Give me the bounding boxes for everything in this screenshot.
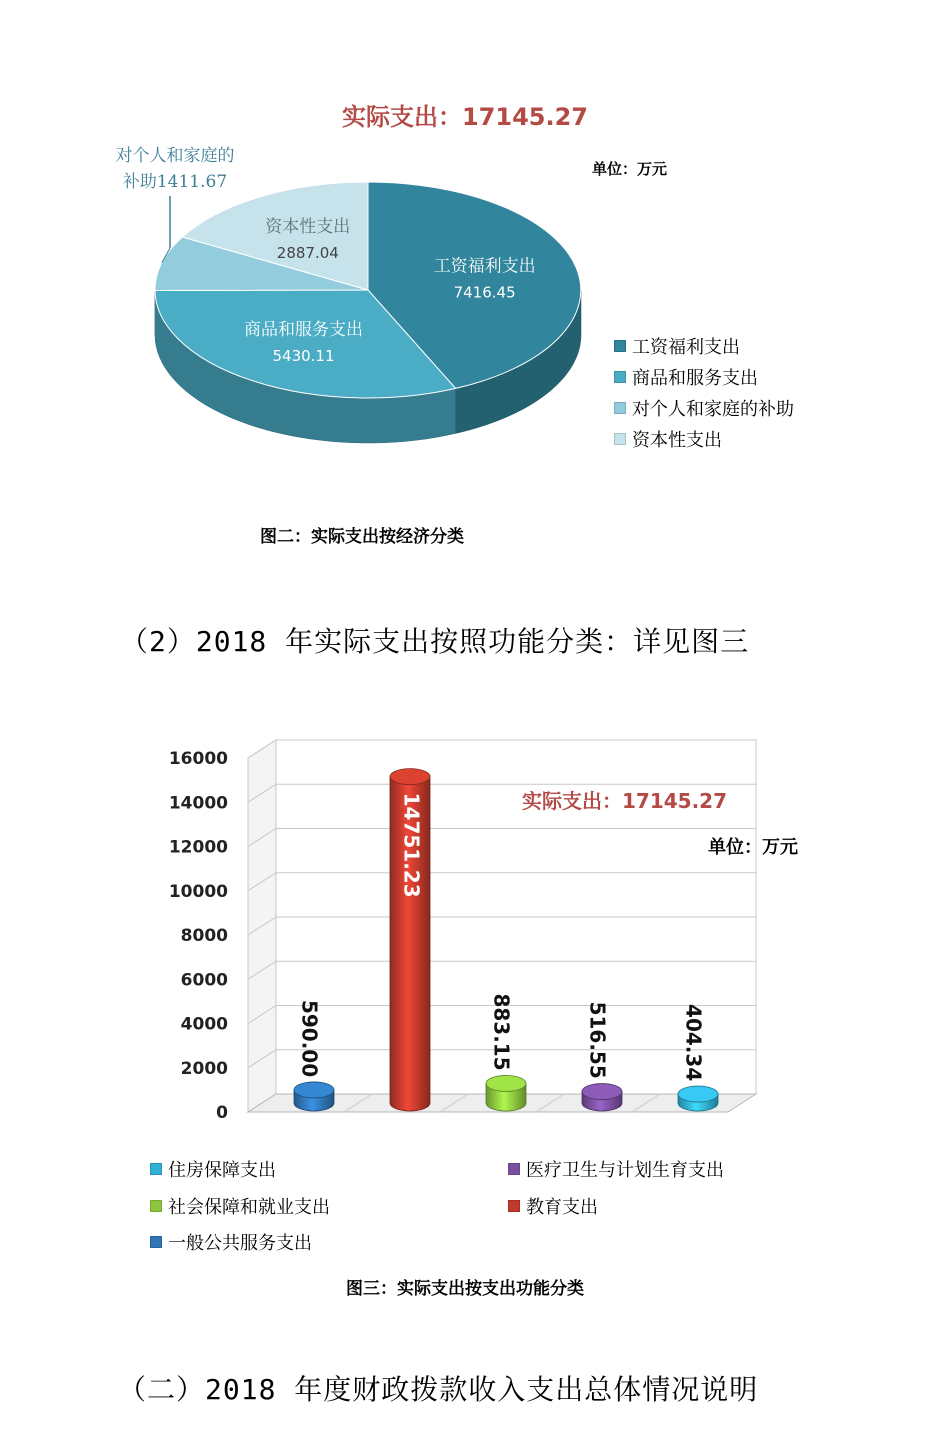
pie-legend-swatch (614, 433, 626, 445)
figure3-title: 实际支出：17145.27 (522, 789, 728, 813)
bar-legend-label: 医疗卫生与计划生育支出 (526, 1160, 724, 1181)
bar-top-2 (486, 1075, 526, 1091)
bar-legend-swatch (150, 1200, 162, 1212)
bar-top-1 (390, 769, 430, 785)
pie-slice-value-label: 7416.45 (453, 283, 516, 302)
pie-slice-name-label: 商品和服务支出 (244, 319, 363, 340)
bar-legend-label: 一般公共服务支出 (168, 1233, 312, 1254)
bar-legend-label: 住房保障支出 (168, 1160, 276, 1181)
pie-callout (90, 143, 260, 195)
bar-value-label: 14751.23 (399, 792, 424, 898)
bar-ytick-label: 0 (216, 1103, 228, 1123)
bar-ytick-label: 16000 (168, 749, 228, 769)
figure2-caption: 图二：实际支出按经济分类 (260, 527, 464, 547)
bar-ytick-label: 6000 (180, 970, 228, 991)
pie-legend-item-wages (614, 333, 740, 359)
pie-legend-label: 商品和服务支出 (632, 368, 758, 389)
bar-legend-swatch (150, 1163, 162, 1175)
bar-legend-item-health (508, 1156, 724, 1182)
pie-callout-line2: 补助1411.67 (122, 172, 228, 192)
bar-top-3 (582, 1084, 622, 1100)
pie-chart (0, 0, 930, 500)
pie-legend-item-goods (614, 364, 758, 390)
bar-value-label: 516.55 (585, 1001, 610, 1079)
pie-slice-name-label: 资本性支出 (265, 216, 351, 237)
bar-value-label: 590.00 (297, 999, 322, 1078)
figure3-caption: 图三：实际支出按支出功能分类 (346, 1279, 584, 1299)
pie-slice-value-label: 5430.11 (272, 346, 335, 365)
bar-legend-item-education (508, 1193, 598, 1219)
bar-ytick-label: 10000 (168, 881, 228, 902)
bar-ytick-label: 4000 (180, 1014, 228, 1035)
bar-top-0 (294, 1082, 334, 1098)
pie-legend-label: 对个人和家庭的补助 (632, 399, 794, 420)
pie-legend-item-capital (614, 426, 722, 452)
figure2-unit: 单位：万元 (592, 160, 668, 178)
figure2-title: 实际支出：17145.27 (341, 103, 588, 131)
pie-slice-value-label: 2887.04 (276, 243, 339, 262)
bar-ytick-label: 2000 (180, 1058, 228, 1079)
pie-legend-swatch (614, 402, 626, 414)
bar-ytick-label: 12000 (168, 837, 228, 858)
figure3-unit: 单位：万元 (708, 837, 798, 858)
pie-legend-swatch (614, 340, 626, 352)
pie-callout-line1: 对个人和家庭的 (115, 146, 235, 166)
bar-legend-item-general (150, 1229, 312, 1255)
bar-ytick-label: 8000 (180, 926, 228, 946)
bar-chart (0, 700, 930, 1140)
pie-legend-item-subsidy (614, 395, 794, 421)
bar-value-label: 883.15 (489, 993, 514, 1071)
pie-legend-swatch (614, 371, 626, 383)
pie-legend-label: 资本性支出 (632, 430, 722, 451)
pie-legend-label: 工资福利支出 (632, 337, 740, 358)
section-heading-2: （二）2018 年度财政拨款收入支出总体情况说明 (118, 1373, 759, 1406)
pie-slice-name-label: 工资福利支出 (433, 256, 536, 277)
bar-legend-swatch (150, 1236, 162, 1248)
bar-value-label: 404.34 (681, 1004, 706, 1082)
bar-legend-swatch (508, 1163, 520, 1175)
bar-legend-item-social (150, 1193, 330, 1219)
section-heading-1: （2）2018 年实际支出按照功能分类：详见图三 (120, 625, 750, 658)
bar-legend-label: 教育支出 (526, 1197, 598, 1218)
bar-legend-item-housing (150, 1156, 276, 1182)
bar-legend-swatch (508, 1200, 520, 1212)
bar-top-4 (678, 1086, 718, 1102)
bar-ytick-label: 14000 (168, 793, 228, 814)
bar-legend-label: 社会保障和就业支出 (168, 1197, 330, 1218)
